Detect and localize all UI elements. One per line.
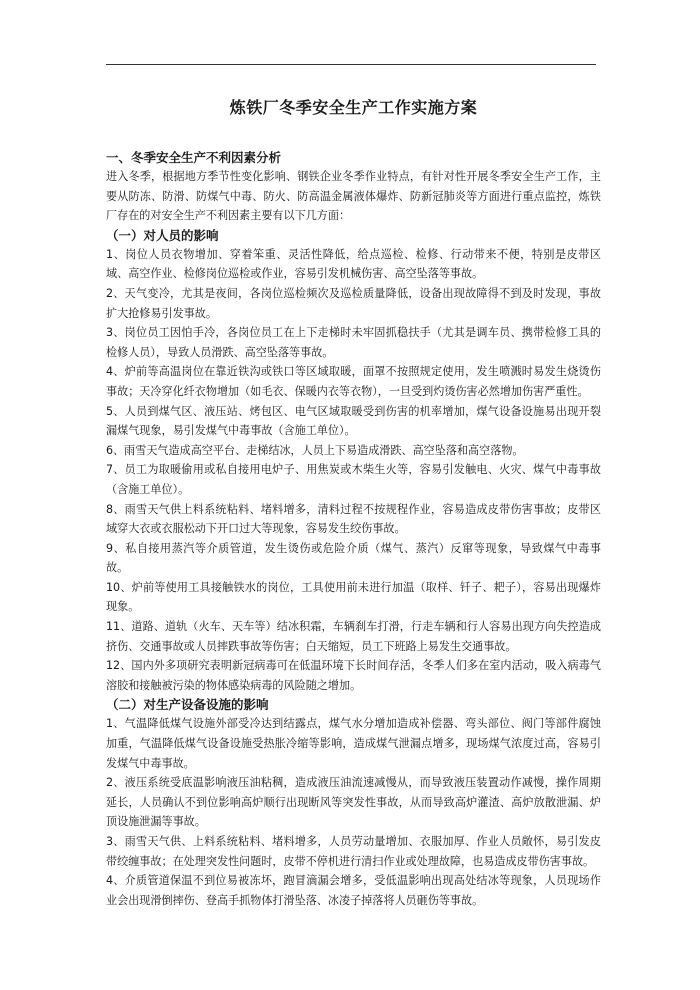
- list-item: 3、雨雪天气供、上料系统粘料、堵料增多，人员劳动量增加、衣服加厚、作业人员敞怀，易引发皮带绞缠事故；在处理突发性问题时，皮带不停机进行清扫作业或处理故障，也易造成皮带伤害事故。: [106, 835, 601, 868]
- list-item: 2、液压系统受底温影响液压油粘稠，造成液压油流速减慢从，而导致液压装置动作减慢，操作周期延长，人员确认不到位影响高炉顺行出现断风等突发性事故，从而导致高炉灌渣、高炉放散泄漏、炉顶设施泄漏等事故。: [106, 776, 601, 829]
- list-item: 2、天气变冷，尤其是夜间，各岗位巡检频次及巡检质量降低，设备出现故障得不到及时发现，事故扩大抢修易引发事故。: [106, 286, 601, 320]
- list-item: 8、雨雪天气供上料系统粘料、堵料增多，清料过程不按规程作业，容易造成皮带伤害事故；皮带区域穿大衣或衣服松动下开口过大等现象，容易发生绞伤事故。: [106, 502, 601, 536]
- list-item: 5、人员到煤气区、液压站、烤包区、电气区域取暖受到伤害的机率增加，煤气设备设施易出现开裂漏煤气现象，易引发煤气中毒事故（含施工单位）。: [106, 404, 601, 438]
- document-body: [106, 96, 601, 910]
- list-item: 6、雨雪天气造成高空平台、走梯结冰，人员上下易造成滑跌、高空坠落和高空落物。: [106, 443, 524, 457]
- list-item: 1、岗位人员衣物增加、穿着笨重、灵活性降低，给点巡检、检修、行动带来不便，特别是皮带区域、高空作业、检修岗位巡检或作业，容易引发机械伤害、高空坠落等事故。: [106, 247, 601, 281]
- list-item: 12、国内外多项研究表明新冠病毒可在低温环境下长时间存活，冬季人们多在室内活动，吸入病毒气溶胶和接触被污染的物体感染病毒的风险随之增加。: [106, 659, 601, 692]
- list-item: 7、员工为取暖偷用或私自接用电炉子、用焦炭或木柴生火等，容易引发触电、火灾、煤气中毒事故（含施工单位）。: [106, 463, 601, 496]
- list-item: 9、私自接用蒸汽等介质管道，发生烫伤或危险介质（煤气、蒸汽）反窜等现象，导致煤气中毒事故。: [106, 541, 601, 575]
- list-item: 4、介质管道保温不到位易被冻坏，跑冒滴漏会增多，受低温影响出现高处结冰等现象，人员现场作业会出现滑倒摔伤、登高手抓物体打滑坠落、冰凌子掉落将人员砸伤等事故。: [106, 874, 601, 907]
- list-item: 11、道路、道轨（火车、天车等）结冰积霜，车辆刹车打滑，行走车辆和行人容易出现方向失控造成挤伤、交通事故或人员摔跌事故等伤害；白天缩短，员工下班路上易发生交通事故。: [106, 620, 601, 653]
- subsection-heading-equipment: （二）对生产设备设施的影响: [106, 697, 269, 713]
- list-item: 3、岗位员工因怕手冷，各岗位员工在上下走梯时未牢固抓稳扶手（尤其是调车员、携带检修工具的检修人员），导致人员滑跌、高空坠落等事故。: [106, 326, 601, 359]
- subsection-heading-personnel: （一）对人员的影响: [106, 227, 219, 243]
- list-item: 1、气温降低煤气设施外部受冷达到结露点，煤气水分增加造成补偿器、弯头部位、阀门等部件腐蚀加重，气温降低煤气设备设施受热胀冷缩等影响，造成煤气泄漏点增多，现场煤气浓度过高，容易引发煤气中毒事故。: [106, 717, 601, 770]
- header-divider: [106, 64, 596, 65]
- list-item: 10、炉前等使用工具接触铁水的岗位，工具使用前未进行加温（取样、钎子、耙子），容易出现爆炸现象。: [106, 580, 601, 614]
- document-title: 炼铁厂冬季安全生产工作实施方案: [229, 98, 478, 117]
- section-heading-1: 一、冬季安全生产不利因素分析: [106, 150, 282, 165]
- section-intro: 进入冬季，根据地方季节性变化影响、钢铁企业冬季作业特点，有针对性开展冬季安全生产工作，主要从防冻、防滑、防煤气中毒、防火、防高温金属液体爆炸、防新冠肺炎等方面进行重点监控，炼铁厂存在的对安全生产不利因素主要有以下几方面：: [106, 170, 601, 223]
- list-item: 4、炉前等高温岗位在靠近铁沟或铁口等区域取暖，面罩不按照规定使用，发生喷溅时易发生烧烫伤事故；天冷穿化纤衣物增加（如毛衣、保暖内衣等衣物），一旦受到灼烫伤害必然增加伤害严重性。: [106, 365, 601, 398]
